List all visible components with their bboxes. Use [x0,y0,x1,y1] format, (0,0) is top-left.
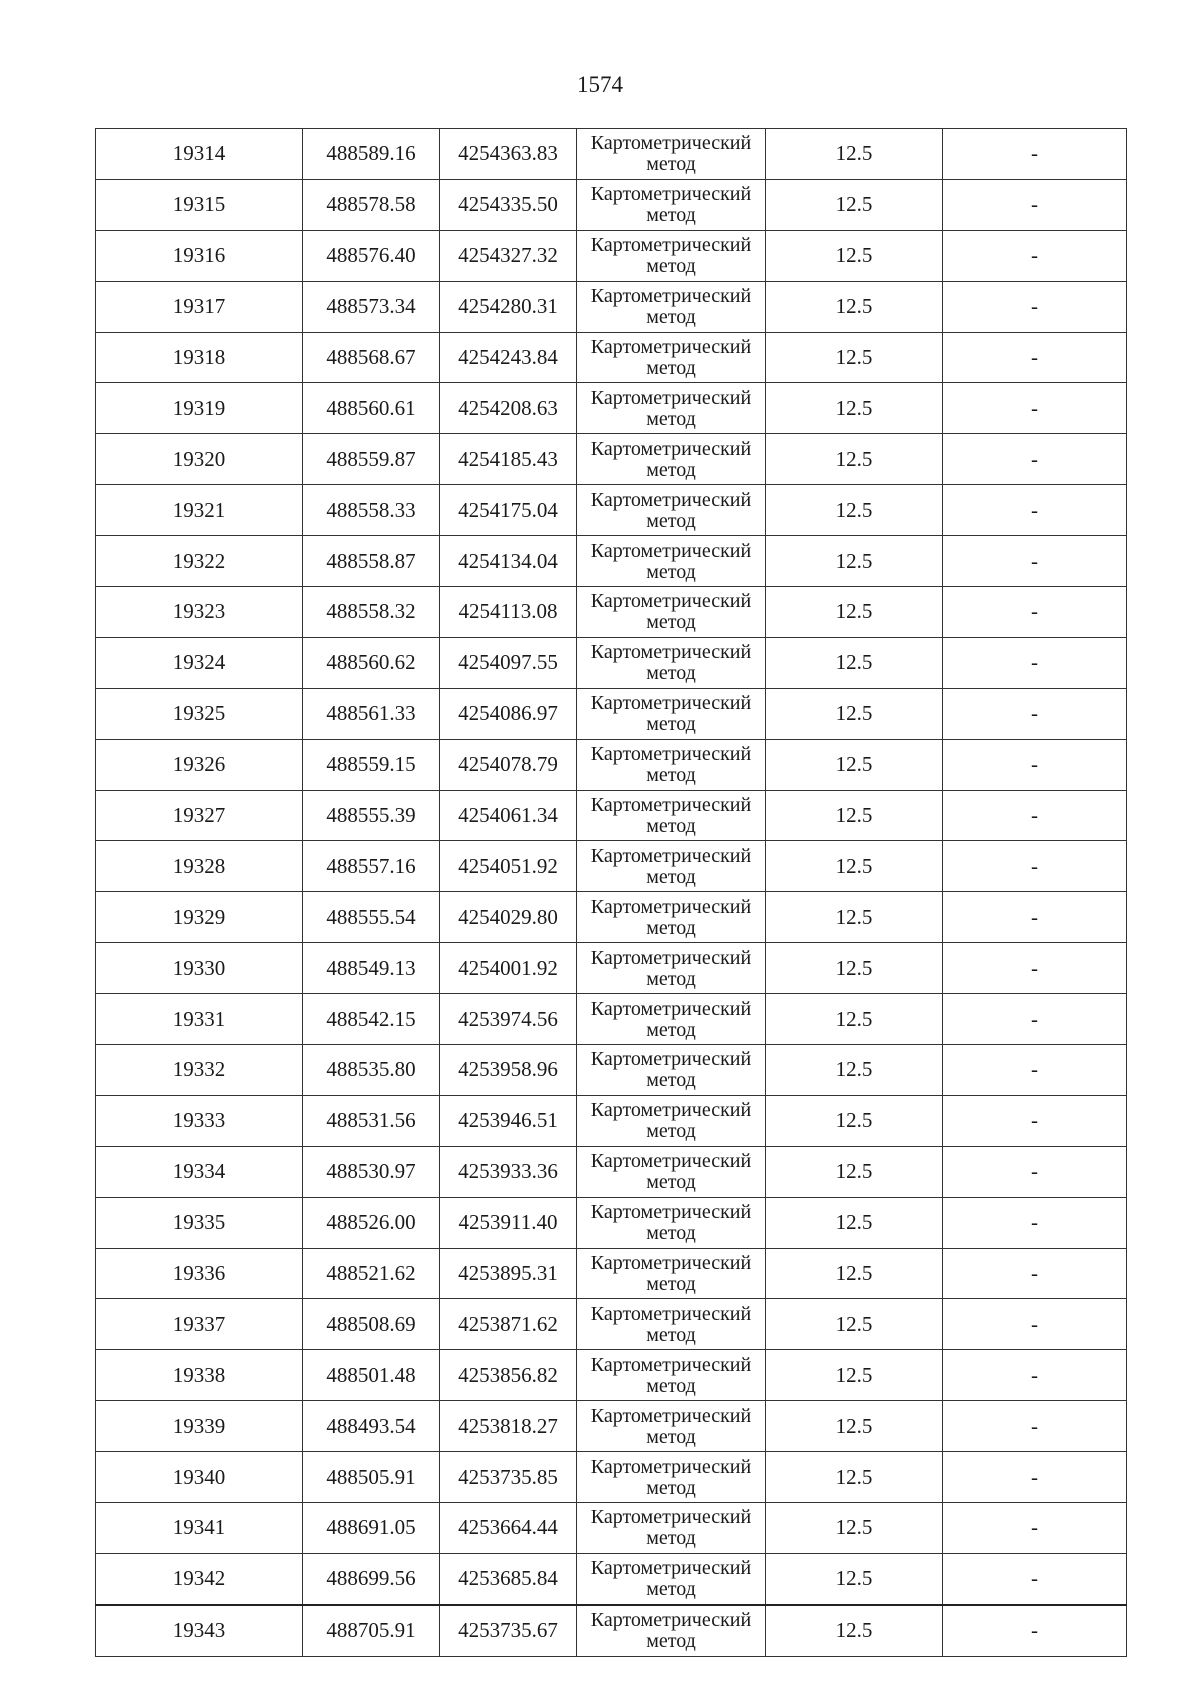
note-cell: - [943,637,1127,688]
method-cell [577,332,766,383]
method-line-1: Картометрический [590,1048,752,1071]
x-coordinate-cell: 488501.48 [303,1350,440,1401]
method-cell [577,179,766,230]
method-line-1: Картометрический [590,1455,752,1478]
y-coordinate-cell: 4253856.82 [440,1350,577,1401]
note-cell: - [943,1452,1127,1503]
method-line-2: метод [646,713,696,736]
x-coordinate-cell: 488560.61 [303,383,440,434]
accuracy-cell: 12.5 [766,943,943,994]
table-row [96,637,1127,688]
x-coordinate-cell: 488558.32 [303,587,440,638]
method-line-1: Картометрический [590,692,752,715]
method-line-1: Картометрический [590,183,752,206]
accuracy-cell: 12.5 [766,892,943,943]
table-row [96,230,1127,281]
accuracy-cell: 12.5 [766,1045,943,1096]
table-row [96,1452,1127,1503]
x-coordinate-cell: 488573.34 [303,281,440,332]
method-line-1: Картометрический [590,539,752,562]
method-line-2: метод [646,1069,696,1092]
point-id-cell: 19338 [96,1350,303,1401]
accuracy-cell: 12.5 [766,1605,943,1656]
accuracy-cell: 12.5 [766,1401,943,1452]
note-cell: - [943,1553,1127,1604]
x-coordinate-cell: 488576.40 [303,230,440,281]
accuracy-cell: 12.5 [766,1095,943,1146]
point-id-cell: 19335 [96,1197,303,1248]
note-cell: - [943,790,1127,841]
accuracy-cell: 12.5 [766,1350,943,1401]
method-cell [577,587,766,638]
point-id-cell: 19333 [96,1095,303,1146]
x-coordinate-cell: 488493.54 [303,1401,440,1452]
table-row [96,1605,1127,1656]
y-coordinate-cell: 4253818.27 [440,1401,577,1452]
method-line-1: Картометрический [590,1404,752,1427]
method-line-2: метод [646,204,696,227]
note-cell: - [943,1248,1127,1299]
table-row [96,129,1127,180]
method-line-1: Картометрический [590,641,752,664]
y-coordinate-cell: 4254280.31 [440,281,577,332]
table-row [96,1197,1127,1248]
note-cell: - [943,281,1127,332]
method-line-2: метод [646,1374,696,1397]
accuracy-cell: 12.5 [766,994,943,1045]
method-cell [577,1095,766,1146]
method-cell [577,536,766,587]
point-id-cell: 19341 [96,1503,303,1554]
accuracy-cell: 12.5 [766,841,943,892]
point-id-cell: 19321 [96,485,303,536]
method-cell [577,790,766,841]
table-row [96,943,1127,994]
x-coordinate-cell: 488589.16 [303,129,440,180]
point-id-cell: 19340 [96,1452,303,1503]
point-id-cell: 19325 [96,688,303,739]
method-cell [577,892,766,943]
method-cell [577,1452,766,1503]
method-line-1: Картометрический [590,1353,752,1376]
point-id-cell: 19323 [96,587,303,638]
table-row [96,688,1127,739]
method-line-2: метод [646,1323,696,1346]
x-coordinate-cell: 488699.56 [303,1553,440,1604]
y-coordinate-cell: 4254134.04 [440,536,577,587]
note-cell: - [943,230,1127,281]
x-coordinate-cell: 488705.91 [303,1605,440,1656]
method-cell [577,1045,766,1096]
method-line-1: Картометрический [590,234,752,257]
method-line-1: Картометрический [590,132,752,155]
note-cell: - [943,994,1127,1045]
method-line-1: Картометрический [590,285,752,308]
y-coordinate-cell: 4253735.85 [440,1452,577,1503]
method-cell [577,1401,766,1452]
method-line-2: метод [646,967,696,990]
method-line-2: метод [646,1425,696,1448]
y-coordinate-cell: 4253946.51 [440,1095,577,1146]
table-row [96,1401,1127,1452]
note-cell: - [943,1299,1127,1350]
x-coordinate-cell: 488531.56 [303,1095,440,1146]
y-coordinate-cell: 4254175.04 [440,485,577,536]
method-cell [577,1299,766,1350]
method-cell [577,1197,766,1248]
y-coordinate-cell: 4254327.32 [440,230,577,281]
method-cell [577,230,766,281]
method-line-2: метод [646,407,696,430]
method-cell [577,1503,766,1554]
method-line-2: метод [646,509,696,532]
point-id-cell: 19320 [96,434,303,485]
method-line-1: Картометрический [590,1609,752,1632]
method-line-1: Картометрический [590,1506,752,1529]
y-coordinate-cell: 4254363.83 [440,129,577,180]
note-cell: - [943,485,1127,536]
accuracy-cell: 12.5 [766,1553,943,1604]
x-coordinate-cell: 488508.69 [303,1299,440,1350]
accuracy-cell: 12.5 [766,179,943,230]
note-cell: - [943,129,1127,180]
table-row [96,1045,1127,1096]
method-line-2: метод [646,764,696,787]
accuracy-cell: 12.5 [766,434,943,485]
method-line-1: Картометрический [590,895,752,918]
y-coordinate-cell: 4254086.97 [440,688,577,739]
note-cell: - [943,434,1127,485]
y-coordinate-cell: 4254243.84 [440,332,577,383]
table-row [96,1299,1127,1350]
x-coordinate-cell: 488578.58 [303,179,440,230]
method-line-1: Картометрический [590,1252,752,1275]
method-cell [577,383,766,434]
x-coordinate-cell: 488535.80 [303,1045,440,1096]
table-row [96,536,1127,587]
method-line-2: метод [646,916,696,939]
method-line-1: Картометрический [590,743,752,766]
point-id-cell: 19339 [96,1401,303,1452]
y-coordinate-cell: 4253958.96 [440,1045,577,1096]
method-line-1: Картометрический [590,844,752,867]
y-coordinate-cell: 4253911.40 [440,1197,577,1248]
note-cell: - [943,739,1127,790]
method-cell [577,1146,766,1197]
x-coordinate-cell: 488542.15 [303,994,440,1045]
note-cell: - [943,1146,1127,1197]
x-coordinate-cell: 488555.39 [303,790,440,841]
method-line-2: метод [646,458,696,481]
accuracy-cell: 12.5 [766,739,943,790]
accuracy-cell: 12.5 [766,1146,943,1197]
table-row [96,281,1127,332]
table-body [96,129,1127,1657]
method-cell [577,1553,766,1604]
point-id-cell: 19330 [96,943,303,994]
table-row [96,1350,1127,1401]
y-coordinate-cell: 4253664.44 [440,1503,577,1554]
accuracy-cell: 12.5 [766,1197,943,1248]
method-line-2: метод [646,865,696,888]
coordinates-table [95,128,1127,1657]
point-id-cell: 19324 [96,637,303,688]
y-coordinate-cell: 4254001.92 [440,943,577,994]
method-cell [577,129,766,180]
note-cell: - [943,1401,1127,1452]
x-coordinate-cell: 488558.33 [303,485,440,536]
y-coordinate-cell: 4254078.79 [440,739,577,790]
method-line-2: метод [646,306,696,329]
table-row [96,1553,1127,1604]
point-id-cell: 19337 [96,1299,303,1350]
method-line-1: Картометрический [590,488,752,511]
y-coordinate-cell: 4254097.55 [440,637,577,688]
note-cell: - [943,892,1127,943]
method-line-2: метод [646,153,696,176]
y-coordinate-cell: 4253974.56 [440,994,577,1045]
point-id-cell: 19316 [96,230,303,281]
note-cell: - [943,1197,1127,1248]
method-line-2: метод [646,1171,696,1194]
note-cell: - [943,179,1127,230]
x-coordinate-cell: 488559.15 [303,739,440,790]
y-coordinate-cell: 4253735.67 [440,1605,577,1656]
note-cell: - [943,1605,1127,1656]
method-cell [577,434,766,485]
table-row [96,994,1127,1045]
x-coordinate-cell: 488691.05 [303,1503,440,1554]
y-coordinate-cell: 4253895.31 [440,1248,577,1299]
method-line-1: Картометрический [590,336,752,358]
note-cell: - [943,587,1127,638]
table-row [96,892,1127,943]
point-id-cell: 19322 [96,536,303,587]
method-line-1: Картометрический [590,1099,752,1122]
point-id-cell: 19315 [96,179,303,230]
x-coordinate-cell: 488560.62 [303,637,440,688]
accuracy-cell: 12.5 [766,637,943,688]
point-id-cell: 19329 [96,892,303,943]
y-coordinate-cell: 4254185.43 [440,434,577,485]
table-row [96,1248,1127,1299]
accuracy-cell: 12.5 [766,536,943,587]
method-cell [577,637,766,688]
y-coordinate-cell: 4254208.63 [440,383,577,434]
method-cell [577,1605,766,1656]
note-cell: - [943,841,1127,892]
note-cell: - [943,688,1127,739]
method-line-1: Картометрический [590,1201,752,1224]
table-row [96,587,1127,638]
table-row [96,434,1127,485]
method-line-1: Картометрический [590,1150,752,1173]
method-line-2: метод [646,1120,696,1143]
table-row [96,1503,1127,1554]
point-id-cell: 19342 [96,1553,303,1604]
y-coordinate-cell: 4254061.34 [440,790,577,841]
accuracy-cell: 12.5 [766,790,943,841]
method-line-1: Картометрический [590,590,752,613]
table-row [96,790,1127,841]
point-id-cell: 19334 [96,1146,303,1197]
method-cell [577,1248,766,1299]
note-cell: - [943,943,1127,994]
point-id-cell: 19328 [96,841,303,892]
method-cell [577,943,766,994]
method-line-2: метод [646,815,696,838]
y-coordinate-cell: 4253933.36 [440,1146,577,1197]
accuracy-cell: 12.5 [766,383,943,434]
accuracy-cell: 12.5 [766,129,943,180]
method-line-2: метод [646,1630,696,1653]
method-cell [577,281,766,332]
accuracy-cell: 12.5 [766,230,943,281]
page-number: 1574 [577,72,623,97]
x-coordinate-cell: 488549.13 [303,943,440,994]
method-line-2: метод [646,357,696,379]
y-coordinate-cell: 4253871.62 [440,1299,577,1350]
accuracy-cell: 12.5 [766,332,943,383]
x-coordinate-cell: 488558.87 [303,536,440,587]
accuracy-cell: 12.5 [766,688,943,739]
method-line-2: метод [646,1018,696,1041]
table-row [96,179,1127,230]
point-id-cell: 19327 [96,790,303,841]
x-coordinate-cell: 488521.62 [303,1248,440,1299]
table-row [96,485,1127,536]
method-line-2: метод [646,560,696,583]
x-coordinate-cell: 488526.00 [303,1197,440,1248]
x-coordinate-cell: 488505.91 [303,1452,440,1503]
accuracy-cell: 12.5 [766,281,943,332]
accuracy-cell: 12.5 [766,1248,943,1299]
method-line-2: метод [646,1273,696,1296]
x-coordinate-cell: 488559.87 [303,434,440,485]
note-cell: - [943,536,1127,587]
note-cell: - [943,1503,1127,1554]
x-coordinate-cell: 488568.67 [303,332,440,383]
point-id-cell: 19331 [96,994,303,1045]
y-coordinate-cell: 4254051.92 [440,841,577,892]
x-coordinate-cell: 488555.54 [303,892,440,943]
method-line-2: метод [646,255,696,278]
point-id-cell: 19343 [96,1605,303,1656]
y-coordinate-cell: 4254113.08 [440,587,577,638]
method-cell [577,1350,766,1401]
table-row [96,841,1127,892]
table-row [96,383,1127,434]
method-line-2: метод [646,1527,696,1550]
method-cell [577,739,766,790]
x-coordinate-cell: 488561.33 [303,688,440,739]
point-id-cell: 19318 [96,332,303,383]
point-id-cell: 19336 [96,1248,303,1299]
method-line-2: метод [646,1476,696,1499]
table-row [96,332,1127,383]
method-cell [577,485,766,536]
method-line-2: метод [646,1578,696,1601]
y-coordinate-cell: 4253685.84 [440,1553,577,1604]
x-coordinate-cell: 488557.16 [303,841,440,892]
note-cell: - [943,1350,1127,1401]
table-row [96,739,1127,790]
method-line-1: Картометрический [590,794,752,817]
method-line-2: метод [646,662,696,685]
method-line-1: Картометрический [590,997,752,1020]
note-cell: - [943,1045,1127,1096]
note-cell: - [943,332,1127,383]
method-line-2: метод [646,611,696,634]
method-line-1: Картометрический [590,946,752,969]
method-line-1: Картометрический [590,386,752,409]
point-id-cell: 19317 [96,281,303,332]
accuracy-cell: 12.5 [766,1503,943,1554]
method-line-2: метод [646,1222,696,1245]
point-id-cell: 19314 [96,129,303,180]
method-line-1: Картометрический [590,1302,752,1325]
y-coordinate-cell: 4254029.80 [440,892,577,943]
method-line-1: Картометрический [590,1557,752,1580]
method-cell [577,841,766,892]
note-cell: - [943,383,1127,434]
note-cell: - [943,1095,1127,1146]
accuracy-cell: 12.5 [766,1452,943,1503]
table-row [96,1095,1127,1146]
point-id-cell: 19326 [96,739,303,790]
y-coordinate-cell: 4254335.50 [440,179,577,230]
accuracy-cell: 12.5 [766,1299,943,1350]
x-coordinate-cell: 488530.97 [303,1146,440,1197]
method-cell [577,994,766,1045]
point-id-cell: 19319 [96,383,303,434]
accuracy-cell: 12.5 [766,485,943,536]
point-id-cell: 19332 [96,1045,303,1096]
accuracy-cell: 12.5 [766,587,943,638]
method-cell [577,688,766,739]
table-row [96,1146,1127,1197]
method-line-1: Картометрический [590,437,752,460]
